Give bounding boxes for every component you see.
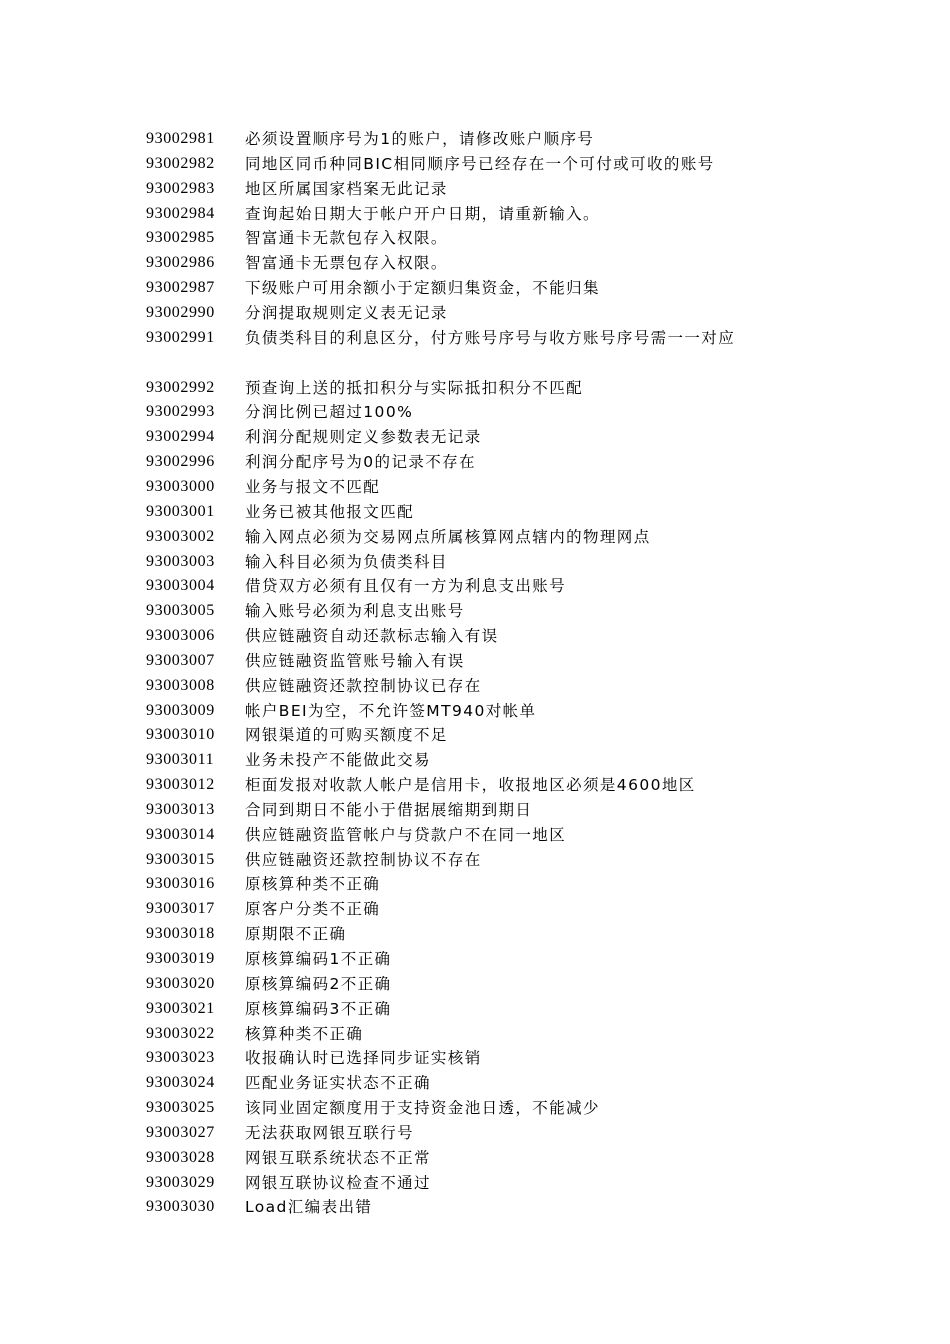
error-code: 93002987	[146, 279, 215, 297]
error-code: 93003008	[146, 676, 215, 694]
error-message: 核算种类不正确	[245, 1024, 364, 1043]
error-code: 93003010	[146, 726, 215, 744]
list-item	[146, 947, 846, 972]
error-message: 供应链融资还款控制协议不存在	[245, 850, 482, 869]
error-message: 负债类科目的利息区分，付方账号序号与收方账号序号需一一对应	[245, 328, 736, 347]
error-code: 93003011	[146, 751, 215, 769]
error-message: 网银互联系统状态不正常	[245, 1148, 431, 1167]
list-item	[146, 649, 846, 674]
error-code: 93003027	[146, 1123, 215, 1141]
error-message: 分润比例已超过100%	[245, 403, 414, 422]
error-code: 93003005	[146, 602, 215, 620]
list-item	[146, 599, 846, 624]
list-item	[146, 1096, 846, 1121]
list-item	[146, 624, 846, 649]
error-code: 93003024	[146, 1074, 215, 1092]
list-item	[146, 276, 846, 301]
list-item	[146, 550, 846, 575]
error-code: 93003006	[146, 627, 215, 645]
list-item	[146, 251, 846, 276]
error-code: 93003025	[146, 1099, 215, 1117]
error-message: 原核算编码3不正确	[245, 999, 392, 1018]
error-message: 原核算编码1不正确	[245, 950, 392, 968]
error-code: 93003016	[146, 875, 215, 893]
list-item	[146, 1171, 846, 1196]
error-code: 93003021	[146, 999, 215, 1017]
error-message: 业务未投产不能做此交易	[245, 751, 431, 770]
list-item	[146, 1046, 846, 1071]
error-message: 输入科目必须为负债类科目	[245, 552, 448, 571]
error-message: 帐户BEI为空，不允许签MT940对帐单	[245, 701, 537, 720]
error-code: 93003003	[146, 552, 215, 570]
error-message: 无法获取网银互联行号	[245, 1123, 415, 1142]
error-code: 93003019	[146, 950, 215, 967]
list-item	[146, 922, 846, 947]
error-message: 网银渠道的可购买额度不足	[245, 726, 448, 745]
error-message: 预查询上送的抵扣积分与实际抵扣积分不匹配	[245, 378, 584, 397]
list-item	[146, 152, 846, 177]
error-message: 原期限不正确	[245, 925, 347, 944]
list-item	[146, 674, 846, 699]
error-message: 同地区同币种同BIC相同顺序号已经存在一个可付或可收的账号	[245, 154, 715, 173]
error-code: 93002994	[146, 428, 215, 446]
error-code: 93003029	[146, 1173, 215, 1191]
list-item	[146, 723, 846, 748]
list-item	[146, 1195, 846, 1220]
list-item	[146, 525, 846, 550]
error-code: 93003028	[146, 1148, 215, 1166]
error-code: 93002981	[146, 130, 215, 147]
error-code: 93003015	[146, 850, 215, 868]
error-code: 93002992	[146, 378, 215, 396]
list-item	[146, 574, 846, 599]
error-message: 下级账户可用余额小于定额归集资金，不能归集	[245, 279, 600, 298]
list-item	[146, 376, 846, 401]
error-code: 93003030	[146, 1198, 215, 1216]
error-code: 93003023	[146, 1049, 215, 1067]
list-item	[146, 301, 846, 326]
error-message: 智富通卡无票包存入权限。	[245, 254, 448, 273]
error-message: 借贷双方必须有且仅有一方为利息支出账号	[245, 577, 567, 596]
error-code: 93003000	[146, 477, 215, 495]
error-code: 93003013	[146, 800, 215, 818]
error-code: 93002991	[146, 328, 215, 346]
error-message: 利润分配序号为0的记录不存在	[245, 453, 476, 472]
list-item	[146, 226, 846, 251]
error-message: 柜面发报对收款人帐户是信用卡，收报地区必须是4600地区	[245, 776, 696, 795]
error-message: 供应链融资监管账号输入有误	[245, 651, 465, 670]
list-item	[146, 997, 846, 1022]
list-item	[146, 1071, 846, 1096]
error-message: 收报确认时已选择同步证实核销	[245, 1049, 482, 1068]
error-message: 供应链融资还款控制协议已存在	[245, 676, 482, 695]
list-item	[146, 848, 846, 873]
error-message: 智富通卡无款包存入权限。	[245, 229, 448, 248]
list-item	[146, 1121, 846, 1146]
list-item	[146, 450, 846, 475]
error-message: 原核算编码2不正确	[245, 974, 392, 993]
list-item	[146, 475, 846, 500]
error-message: 原客户分类不正确	[245, 900, 381, 919]
error-message: 查询起始日期大于帐户开户日期，请重新输入。	[245, 204, 600, 223]
list-item	[146, 326, 846, 351]
list-item	[146, 127, 846, 152]
error-code: 93003018	[146, 925, 215, 943]
error-code: 93003001	[146, 502, 215, 520]
error-message: 输入账号必须为利息支出账号	[245, 602, 465, 621]
list-item	[146, 798, 846, 823]
error-code: 93003007	[146, 651, 215, 669]
error-code: 93003004	[146, 577, 215, 595]
list-item	[146, 500, 846, 525]
list-item	[146, 748, 846, 773]
error-code-list	[146, 127, 846, 1220]
error-code: 93003017	[146, 900, 215, 918]
error-code: 93002990	[146, 303, 215, 321]
error-code: 93003020	[146, 974, 215, 992]
error-message: 网银互联协议检查不通过	[245, 1173, 431, 1192]
error-code: 93003009	[146, 701, 215, 719]
error-message: 分润提取规则定义表无记录	[245, 303, 448, 322]
list-item	[146, 425, 846, 450]
list-item	[146, 1146, 846, 1171]
error-code: 93002985	[146, 229, 215, 247]
error-code: 93002986	[146, 254, 215, 272]
error-message: 供应链融资自动还款标志输入有误	[245, 627, 499, 646]
list-item	[146, 872, 846, 897]
error-message: 匹配业务证实状态不正确	[245, 1074, 431, 1093]
error-message: 业务与报文不匹配	[245, 477, 381, 496]
error-code: 93002983	[146, 179, 215, 197]
list-item	[146, 202, 846, 227]
error-message: 供应链融资监管帐户与贷款户不在同一地区	[245, 825, 567, 844]
list-item	[146, 972, 846, 997]
error-message: 合同到期日不能小于借据展缩期到期日	[245, 800, 533, 819]
error-message: 地区所属国家档案无此记录	[245, 179, 448, 198]
list-item	[146, 773, 846, 798]
error-code: 93003002	[146, 527, 215, 545]
error-message: 必须设置顺序号为1的账户，请修改账户顺序号	[245, 130, 595, 148]
list-item	[146, 1022, 846, 1047]
error-code: 93003014	[146, 825, 215, 843]
error-code: 93003022	[146, 1024, 215, 1042]
error-message: 输入网点必须为交易网点所属核算网点辖内的物理网点	[245, 527, 651, 546]
error-message: 原核算种类不正确	[245, 875, 381, 894]
error-code: 93002982	[146, 154, 215, 172]
error-message: 该同业固定额度用于支持资金池日透，不能减少	[245, 1099, 600, 1118]
error-message: Load汇编表出错	[245, 1198, 373, 1217]
error-message: 利润分配规则定义参数表无记录	[245, 428, 482, 447]
list-item	[146, 823, 846, 848]
list-item	[146, 897, 846, 922]
error-code: 93002993	[146, 403, 215, 421]
error-code: 93003012	[146, 776, 215, 794]
error-code: 93002996	[146, 453, 215, 471]
error-message: 业务已被其他报文匹配	[245, 502, 415, 521]
list-item	[146, 400, 846, 425]
list-item	[146, 699, 846, 724]
list-item	[146, 177, 846, 202]
error-code: 93002984	[146, 204, 215, 222]
